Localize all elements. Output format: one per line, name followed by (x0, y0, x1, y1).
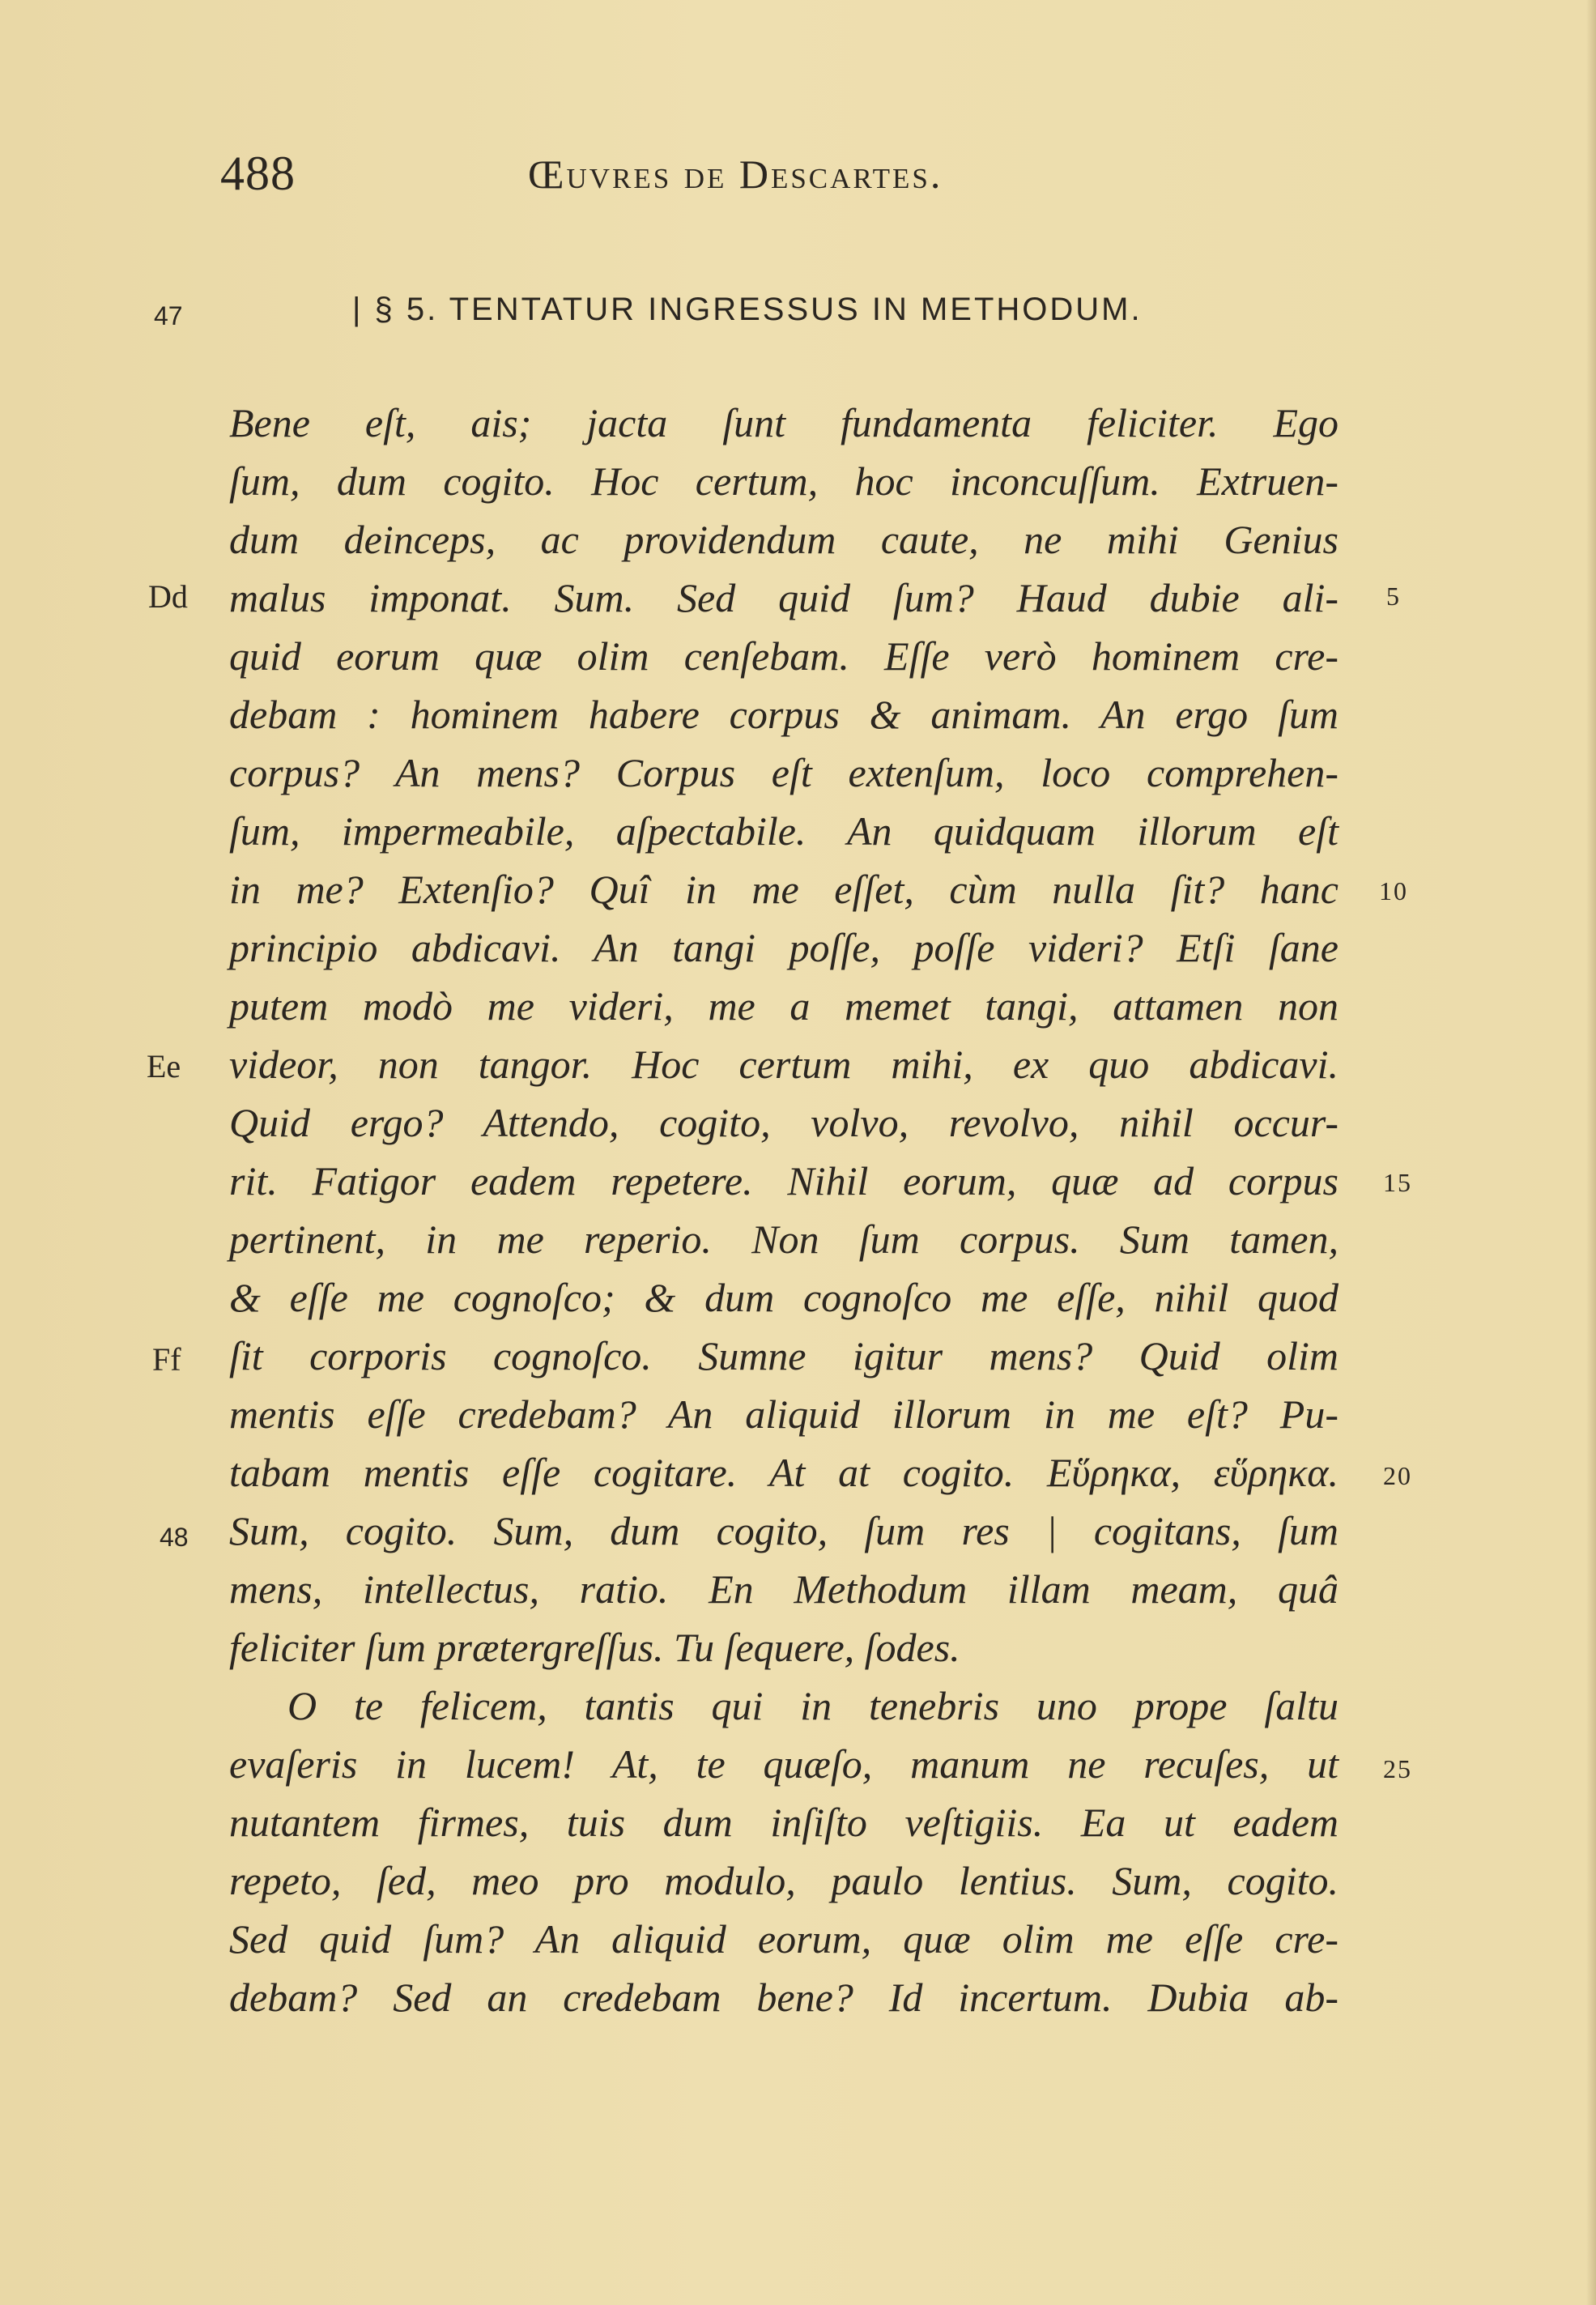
text-line: putem modò me videri, me a memet tangi, attamen non (229, 983, 1339, 1029)
text-line: nutantem firmes, tuis dum inſiſto veſtigiis. Ea ut eadem (229, 1800, 1339, 1845)
signature-mark-dd: Dd (148, 578, 188, 615)
text-line: ſit corporis cognoſco. Sumne igitur mens? Quid olim (229, 1333, 1339, 1378)
line-number-10: 10 (1379, 876, 1408, 905)
text-line: rit. Fatigor eadem repetere. Nihil eorum, quæ ad corpus (229, 1158, 1339, 1204)
original-page-marker-48: 48 (160, 1523, 189, 1552)
text-line: malus imponat. Sum. Sed quid ſum? Haud dubie ali- (229, 575, 1339, 620)
text-line: dum deinceps, ac providendum caute, ne mihi Genius (229, 517, 1339, 562)
page-number: 488 (220, 147, 296, 200)
signature-mark-ff: Ff (152, 1341, 181, 1378)
text-line: ſum, dum cogito. Hoc certum, hoc inconcuſſum. Extruen- (229, 458, 1339, 504)
original-page-marker: 47 (154, 301, 183, 330)
text-line: corpus? An mens? Corpus eſt extenſum, loco comprehen- (229, 750, 1339, 795)
text-line: Sed quid ſum? An aliquid eorum, quæ olim me eſſe cre- (229, 1916, 1339, 1962)
text-line: videor, non tangor. Hoc certum mihi, ex quo abdicavi. (229, 1042, 1339, 1087)
text-line: in me? Extenſio? Quî in me eſſet, cùm nulla ſit? hanc (229, 867, 1339, 912)
text-line: debam : hominem habere corpus & animam. An ergo ſum (229, 692, 1339, 737)
signature-mark-ee: Ee (147, 1048, 181, 1084)
line-number-25: 25 (1383, 1754, 1412, 1783)
text-line: quid eorum quæ olim cenſebam. Eſſe verò hominem cre- (229, 633, 1339, 679)
line-number-20: 20 (1383, 1461, 1412, 1490)
text-line: Bene eſt, ais; jacta ſunt fundamenta feliciter. Ego (229, 400, 1339, 445)
text-line: mens, intellectus, ratio. En Methodum illam meam, quâ (229, 1566, 1339, 1612)
running-title: Œuvres de Descartes. (528, 151, 943, 197)
text-line: tabam mentis eſſe cogitare. At at cogito. Εὕρηκα, εὕρηκα. (229, 1450, 1339, 1495)
line-number-15: 15 (1383, 1168, 1412, 1197)
text-line: principio abdicavi. An tangi poſſe, poſſe videri? Etſi ſane (229, 925, 1339, 970)
page-edge-shadow (1586, 0, 1596, 2305)
text-line: repeto, ſed, meo pro modulo, paulo lentius. Sum, cogito. (229, 1858, 1339, 1903)
text-line: & eſſe me cognoſco; & dum cognoſco me eſſe, nihil quod (229, 1275, 1339, 1320)
text-line: ſum, impermeabile, aſpectabile. An quidquam illorum eſt (229, 808, 1339, 854)
text-line: Sum, cogito. Sum, dum cogito, ſum res | cogitans, ſum (229, 1508, 1339, 1553)
text-line: debam? Sed an credebam bene? Id incertum. Dubia ab- (229, 1975, 1339, 2020)
text-line: evaſeris in lucem! At, te quæſo, manum ne recuſes, ut (229, 1741, 1339, 1787)
text-line: Quid ergo? Attendo, cogito, volvo, revolvo, nihil occur- (229, 1100, 1339, 1145)
section-heading: | § 5. TENTATUR INGRESSUS IN METHODUM. (352, 292, 1143, 327)
text-line: mentis eſſe credebam? An aliquid illorum in me eſt? Pu- (229, 1391, 1339, 1437)
text-line: pertinent, in me reperio. Non ſum corpus. Sum tamen, (229, 1216, 1339, 1262)
text-line: O te felicem, tantis qui in tenebris uno prope ſaltu (287, 1683, 1339, 1728)
text-line: feliciter ſum prætergreſſus. Tu ſequere, ſodes. (229, 1625, 960, 1670)
line-number-5: 5 (1386, 582, 1401, 611)
